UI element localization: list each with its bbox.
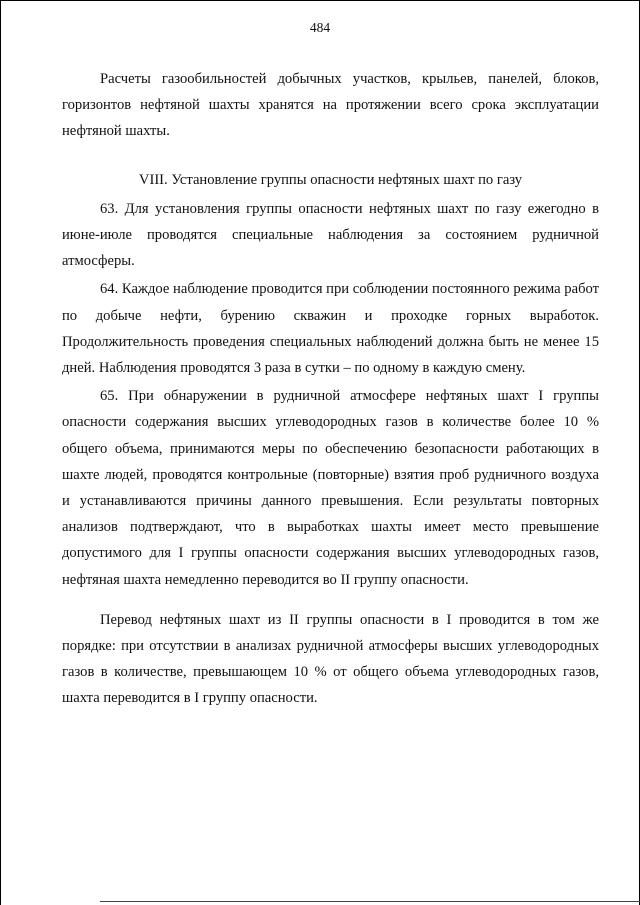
spacer: [62, 593, 599, 607]
paragraph-65: 65. При обнаружении в рудничной атмосфере нефтяных шахт I группы опасности содержания высших углеводородных газов в количестве более 10 % общего объема, принимаются меры по обеспечению безопасности работающих в шахте людей, проводятся контрольные (повторные) взятия проб рудничного воздуха и устанавливаются причины данного превышения. Если результаты повторных анализов подтверждают, что в выработках шахты имеет место превышение допустимого для I группы опасности содержания высших углеводородных газов, нефтяная шахта немедленно переводится во II группу опасности.: [62, 388, 599, 588]
paragraph-intro: Расчеты газообильностей добычных участков, крыльев, панелей, блоков, горизонтов нефтяной шахты хранятся на протяжении всего срока эксплуатации нефтяной шахты.: [62, 71, 599, 140]
page-border-left: [0, 0, 1, 905]
spacer: [62, 145, 599, 167]
section-heading: VIII. Установление группы опасности нефтяных шахт по газу: [138, 171, 523, 188]
paragraph-64: 64. Каждое наблюдение проводится при соблюдении постоянного режима работ по добыче нефти, бурению скважин и проходке горных выработок. Продолжительность проведения специальных наблюдений должна быть не менее 15 дней. Наблюдения проводятся 3 раза в сутки – по одному в каждую смену.: [62, 281, 599, 377]
page-border-top: [0, 0, 640, 1]
paragraph-63: 63. Для установления группы опасности нефтяных шахт по газу ежегодно в июне-июле проводятся специальные наблюдения за состоянием рудничной атмосферы.: [62, 200, 599, 270]
paragraph-transfer: Перевод нефтяных шахт из II группы опасности в I проводится в том же порядке: при отсутствии в анализах рудничной атмосферы высших углеводородных газов в количестве, превышающем 10 % от общего объема углеводородных газов, шахта переводится в I группу опасности.: [62, 611, 599, 707]
document-body: [62, 66, 599, 712]
page-border-bottom: [100, 901, 640, 902]
page-number: 484: [309, 20, 331, 35]
